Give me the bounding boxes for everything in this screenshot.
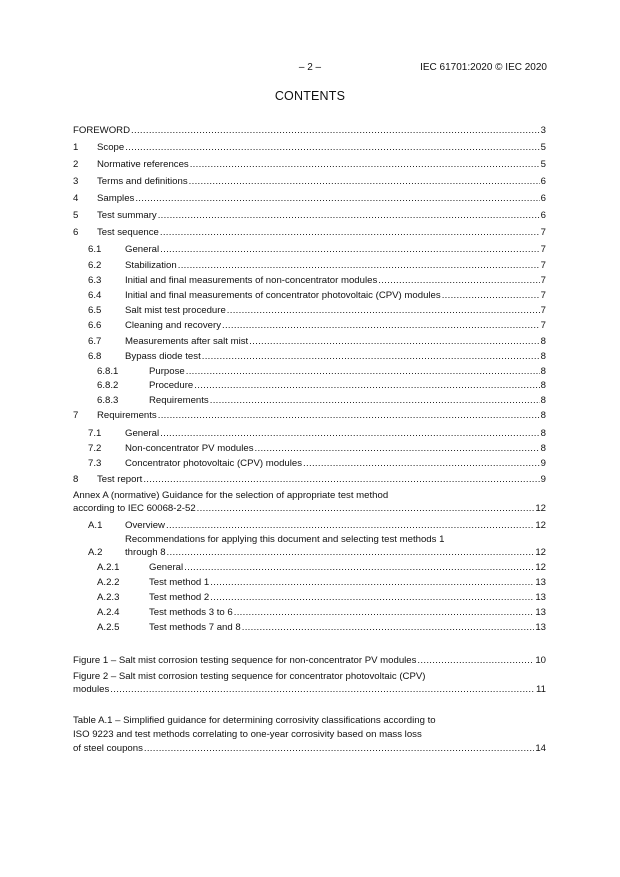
toc-entry[interactable] xyxy=(149,621,546,635)
dot-leader xyxy=(160,226,540,240)
dot-leader xyxy=(143,473,539,487)
dot-leader xyxy=(158,409,540,423)
toc-entry-number: 3 xyxy=(73,176,79,187)
toc-entry[interactable] xyxy=(125,289,546,303)
toc-entry[interactable] xyxy=(73,654,546,668)
dot-leader xyxy=(125,141,539,155)
toc-entry-page: 6 xyxy=(540,193,546,204)
toc-entry-page: 14 xyxy=(535,743,546,754)
toc-entry-page: 10 xyxy=(535,655,546,666)
toc-entry-number: 7 xyxy=(73,410,79,421)
dot-leader xyxy=(210,394,540,408)
toc-entry-number: 6.3 xyxy=(88,275,102,286)
toc-entry[interactable] xyxy=(73,683,546,697)
dot-leader xyxy=(234,606,535,620)
toc-entry-page: 12 xyxy=(535,520,546,531)
dot-leader xyxy=(227,304,540,318)
toc-entry-number: 6.8.2 xyxy=(97,380,119,391)
toc-entry-title-line: Table A.1 – Simplified guidance for determining corrosivity classifications according to xyxy=(73,715,436,726)
toc-entry-title: Stabilization xyxy=(125,260,177,271)
toc-entry-page: 9 xyxy=(540,474,546,485)
toc-entry-title-line: Recommendations for applying this document and selecting test methods 1 xyxy=(125,534,445,545)
toc-entry-title: Initial and final measurements of concentrator photovoltaic (CPV) modules xyxy=(125,290,441,301)
toc-entry-number: A.2.1 xyxy=(97,562,120,573)
toc-entry-page: 5 xyxy=(540,142,546,153)
toc-entry-number: A.2 xyxy=(88,547,103,558)
dot-leader xyxy=(378,274,539,288)
toc-entry-page: 8 xyxy=(540,395,546,406)
toc-entry-number: 6.8.1 xyxy=(97,366,119,377)
toc-entry-number: 6.5 xyxy=(88,305,102,316)
toc-entry-title: Purpose xyxy=(149,366,185,377)
toc-entry-title: Test method 2 xyxy=(149,592,210,603)
toc-entry[interactable] xyxy=(125,243,546,257)
toc-entry-title: Cleaning and recovery xyxy=(125,320,221,331)
toc-entry-number: 7.1 xyxy=(88,428,102,439)
toc-entry[interactable] xyxy=(97,209,546,223)
dot-leader xyxy=(303,457,540,471)
dot-leader xyxy=(442,289,540,303)
dot-leader xyxy=(160,427,540,441)
toc-entry-number: 2 xyxy=(73,159,79,170)
toc-entry[interactable] xyxy=(125,259,546,273)
toc-entry[interactable] xyxy=(125,427,546,441)
dot-leader xyxy=(190,158,540,172)
toc-entry-number: 6.2 xyxy=(88,260,102,271)
toc-entry-title-line: ISO 9223 and test methods correlating to one-year corrosivity based on mass loss xyxy=(73,729,422,740)
toc-entry-title-line: Figure 2 – Salt mist corrosion testing sequence for concentrator photovoltaic (CPV) xyxy=(73,671,426,682)
toc-entry-title: Measurements after salt mist xyxy=(125,336,249,347)
toc-entry-title: Test methods 7 and 8 xyxy=(149,622,241,633)
toc-entry-title: Initial and final measurements of non-concentrator modules xyxy=(125,275,378,286)
toc-entry-number: 4 xyxy=(73,193,79,204)
toc-entry-page: 7 xyxy=(540,275,546,286)
toc-entry-page: 8 xyxy=(540,336,546,347)
dot-leader xyxy=(110,683,535,697)
toc-entry-number: 6 xyxy=(73,227,79,238)
toc-entry[interactable] xyxy=(125,335,546,349)
dot-leader xyxy=(197,502,535,516)
toc-entry[interactable] xyxy=(149,365,546,379)
toc-entry-page: 13 xyxy=(535,622,546,633)
toc-entry-title: Test sequence xyxy=(97,227,159,238)
toc-entry-page: 12 xyxy=(535,562,546,573)
toc-entry-page: 7 xyxy=(540,260,546,271)
toc-entry-title: Overview xyxy=(125,520,165,531)
toc-entry-title: modules xyxy=(73,684,110,695)
toc-entry[interactable] xyxy=(73,124,546,138)
toc-entry-number: A.2.2 xyxy=(97,577,120,588)
dot-leader xyxy=(184,561,534,575)
toc-entry-page: 8 xyxy=(540,366,546,377)
dot-leader xyxy=(417,654,534,668)
toc-entry-page: 13 xyxy=(535,607,546,618)
toc-entry-page: 11 xyxy=(536,684,546,695)
toc-entry-title: Normative references xyxy=(97,159,189,170)
toc-entry-page: 8 xyxy=(540,351,546,362)
toc-entry-title-line: Annex A (normative) Guidance for the selection of appropriate test method xyxy=(73,490,389,501)
toc-entry[interactable] xyxy=(125,546,546,560)
toc-entry-page: 8 xyxy=(540,410,546,421)
toc-entry-number: 6.6 xyxy=(88,320,102,331)
toc-entry-title: according to IEC 60068-2-52 xyxy=(73,503,196,514)
dot-leader xyxy=(242,621,535,635)
toc-entry-title: Test report xyxy=(97,474,143,485)
toc-entry-number: A.1 xyxy=(88,520,103,531)
toc-entry[interactable] xyxy=(125,350,546,364)
dot-leader xyxy=(160,243,540,257)
toc-entry-title: Bypass diode test xyxy=(125,351,201,362)
toc-entry-page: 9 xyxy=(540,458,546,469)
toc-entry[interactable] xyxy=(125,274,546,288)
toc-entry-number: 6.8 xyxy=(88,351,102,362)
dot-leader xyxy=(202,350,540,364)
toc-entry-page: 7 xyxy=(540,320,546,331)
toc-entry-title: Salt mist test procedure xyxy=(125,305,226,316)
dot-leader xyxy=(194,379,539,393)
toc-entry-title: of steel coupons xyxy=(73,743,143,754)
dot-leader xyxy=(210,591,534,605)
toc-entry-number: A.2.4 xyxy=(97,607,120,618)
dot-leader xyxy=(131,124,540,138)
toc-entry-page: 3 xyxy=(540,125,546,136)
toc-entry[interactable] xyxy=(125,519,546,533)
toc-entry-page: 13 xyxy=(535,577,546,588)
toc-entry[interactable] xyxy=(149,379,546,393)
toc-entry[interactable] xyxy=(73,742,546,756)
toc-entry-title: Requirements xyxy=(97,410,157,421)
toc-entry-page: 8 xyxy=(540,443,546,454)
toc-entry[interactable] xyxy=(97,192,546,206)
toc-entry-title: Samples xyxy=(97,193,135,204)
dot-leader xyxy=(144,742,534,756)
dot-leader xyxy=(210,576,534,590)
toc-entry-number: 5 xyxy=(73,210,79,221)
toc-entry-page: 8 xyxy=(540,380,546,391)
standard-reference: IEC 61701:2020 © IEC 2020 xyxy=(420,62,547,73)
toc-entry-number: A.2.3 xyxy=(97,592,120,603)
toc-entry-title: Scope xyxy=(97,142,125,153)
dot-leader xyxy=(158,209,540,223)
dot-leader xyxy=(178,259,540,273)
toc-entry[interactable] xyxy=(149,394,546,408)
toc-entry-title: Terms and definitions xyxy=(97,176,188,187)
toc-entry-title: General xyxy=(125,244,160,255)
toc-entry-page: 7 xyxy=(540,290,546,301)
toc-entry-number: 6.8.3 xyxy=(97,395,119,406)
toc-entry-number: 7.3 xyxy=(88,458,102,469)
toc-entry-number: 6.7 xyxy=(88,336,102,347)
toc-entry-title: Test methods 3 to 6 xyxy=(149,607,233,618)
toc-entry[interactable] xyxy=(125,457,546,471)
toc-entry-number: 6.1 xyxy=(88,244,102,255)
toc-entry-number: 7.2 xyxy=(88,443,102,454)
dot-leader xyxy=(249,335,539,349)
toc-entry[interactable] xyxy=(149,606,546,620)
page-number: – 2 – xyxy=(298,62,322,73)
toc-entry[interactable] xyxy=(97,175,546,189)
toc-entry-title: Concentrator photovoltaic (CPV) modules xyxy=(125,458,303,469)
toc-entry-title: through 8 xyxy=(125,547,166,558)
toc-entry-page: 12 xyxy=(535,503,546,514)
toc-entry[interactable] xyxy=(97,473,546,487)
contents-title: CONTENTS xyxy=(274,89,346,103)
dot-leader xyxy=(186,365,540,379)
toc-entry-title: Procedure xyxy=(149,380,194,391)
dot-leader xyxy=(222,319,540,333)
toc-entry-page: 13 xyxy=(535,592,546,603)
toc-entry-page: 7 xyxy=(540,227,546,238)
toc-entry-title: Requirements xyxy=(149,395,209,406)
toc-entry-title: Figure 1 – Salt mist corrosion testing sequence for non-concentrator PV modules xyxy=(73,655,417,666)
toc-entry[interactable] xyxy=(149,591,546,605)
toc-entry-page: 6 xyxy=(540,210,546,221)
toc-entry-title: General xyxy=(149,562,184,573)
toc-entry[interactable] xyxy=(125,304,546,318)
toc-entry-title: FOREWORD xyxy=(73,125,131,136)
toc-entry-number: A.2.5 xyxy=(97,622,120,633)
toc-entry-title: Test summary xyxy=(97,210,157,221)
toc-entry-number: 1 xyxy=(73,142,79,153)
toc-entry[interactable] xyxy=(149,561,546,575)
toc-entry-page: 12 xyxy=(535,547,546,558)
dot-leader xyxy=(166,519,534,533)
toc-entry-title: Non-concentrator PV modules xyxy=(125,443,254,454)
toc-entry-page: 7 xyxy=(540,305,546,316)
toc-entry[interactable] xyxy=(97,226,546,240)
toc-entry[interactable] xyxy=(125,319,546,333)
dot-leader xyxy=(255,442,540,456)
toc-entry-title: General xyxy=(125,428,160,439)
toc-entry[interactable] xyxy=(125,442,546,456)
toc-entry-page: 8 xyxy=(540,428,546,439)
dot-leader xyxy=(189,175,540,189)
toc-entry[interactable] xyxy=(97,409,546,423)
toc-entry-title: Test method 1 xyxy=(149,577,210,588)
dot-leader xyxy=(167,546,535,560)
toc-entry[interactable] xyxy=(73,502,546,516)
toc-entry[interactable] xyxy=(97,158,546,172)
toc-entry-page: 5 xyxy=(540,159,546,170)
dot-leader xyxy=(135,192,539,206)
toc-entry-number: 8 xyxy=(73,474,79,485)
toc-entry[interactable] xyxy=(149,576,546,590)
toc-entry[interactable] xyxy=(97,141,546,155)
toc-entry-page: 7 xyxy=(540,244,546,255)
toc-entry-page: 6 xyxy=(540,176,546,187)
toc-entry-number: 6.4 xyxy=(88,290,102,301)
